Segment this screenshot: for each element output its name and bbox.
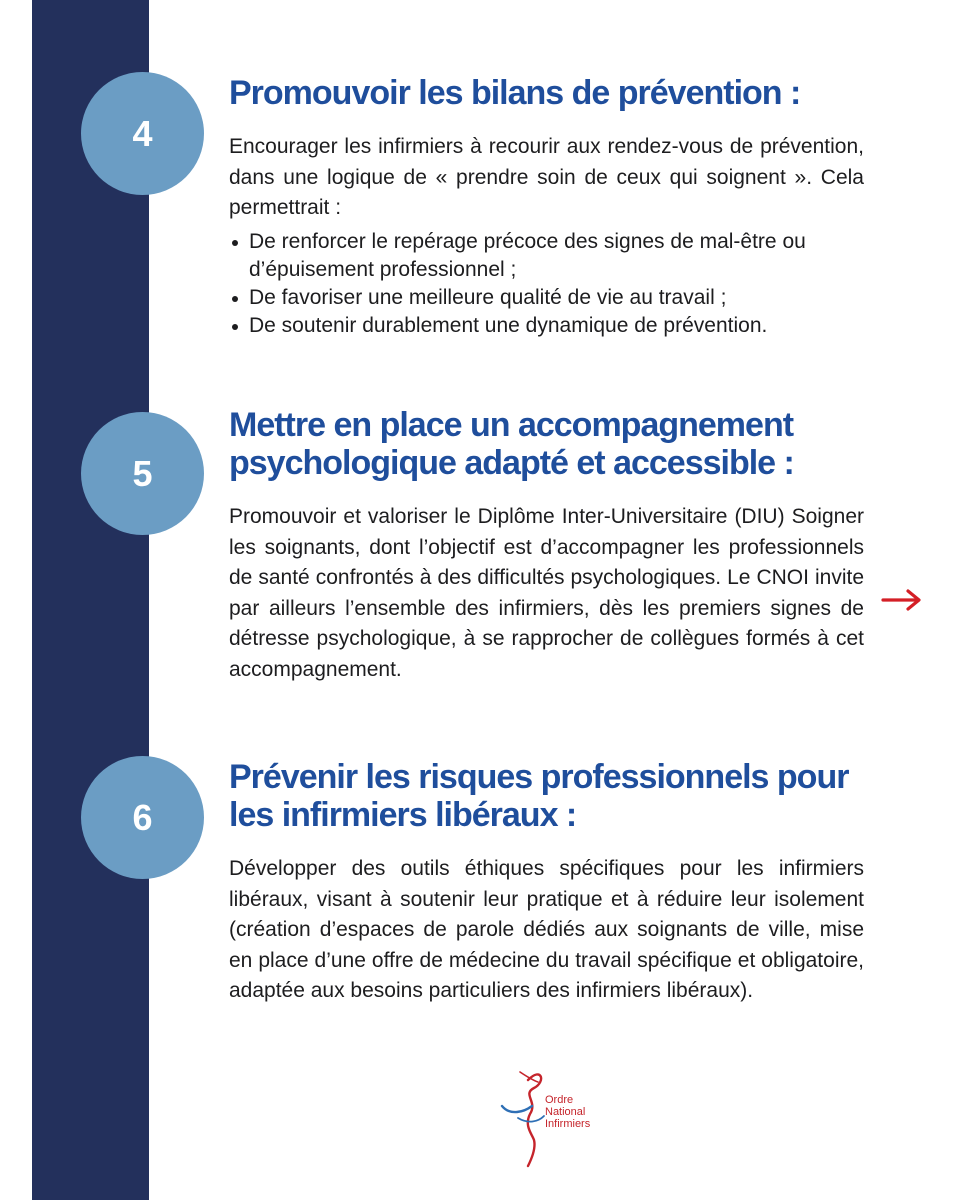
section-title: Mettre en place un accompagnement psychologique adapté et accessible : [229, 406, 794, 482]
section-number: 5 [132, 452, 153, 494]
section-5 [229, 406, 864, 685]
section-title: Promouvoir les bilans de prévention : [229, 74, 801, 112]
logo-text-line: Ordre [545, 1094, 574, 1106]
logo-text-line: Infirmiers [545, 1118, 591, 1130]
section-number-badge [81, 412, 204, 535]
section-text: Développer des outils éthiques spécifiques pour les infirmiers libéraux, visant à soutenir leur pratique et à réduire leur isolement (création d’espaces de parole dédiés aux soignants de ville, mise en place d’une offre de médecine du travail spécifique et obligatoire, adaptée aux besoins particuliers des infirmiers libéraux). [229, 857, 864, 1002]
section-4 [229, 74, 864, 340]
section-number-badge [81, 72, 204, 195]
section-number-badge [81, 756, 204, 879]
list-item: De favoriser une meilleure qualité de vie au travail ; [229, 284, 864, 312]
arrow-right-icon [881, 586, 925, 614]
bullet-list [229, 228, 864, 340]
logo-text-line: National [545, 1106, 586, 1118]
section-text: Promouvoir et valoriser le Diplôme Inter-Universitaire (DIU) Soigner les soignants, dont l’objectif est d’accompagner les professionnels de santé confrontés à des difficultés psychologiques. Le CNOI invite par ailleurs l’ensemble des infirmiers, dès les premiers signes de détresse psychologique, à se rapprocher de collègues formés à cet accompagnement. [229, 505, 864, 681]
list-item: De soutenir durablement une dynamique de prévention. [229, 312, 864, 340]
section-number: 6 [132, 796, 153, 838]
section-6 [229, 758, 864, 1007]
section-intro: Encourager les infirmiers à recourir aux rendez-vous de prévention, dans une logique de « prendre soin de ceux qui soignent ». Cela permettrait : [229, 135, 864, 219]
next-page-button[interactable] [881, 586, 925, 614]
list-item: De renforcer le repérage précoce des signes de mal-être ou d’épuisement professionnel ; [229, 228, 864, 284]
ordre-national-infirmiers-logo [498, 1068, 608, 1168]
section-title: Prévenir les risques professionnels pour les infirmiers libéraux : [229, 758, 849, 834]
section-number: 4 [132, 112, 153, 154]
